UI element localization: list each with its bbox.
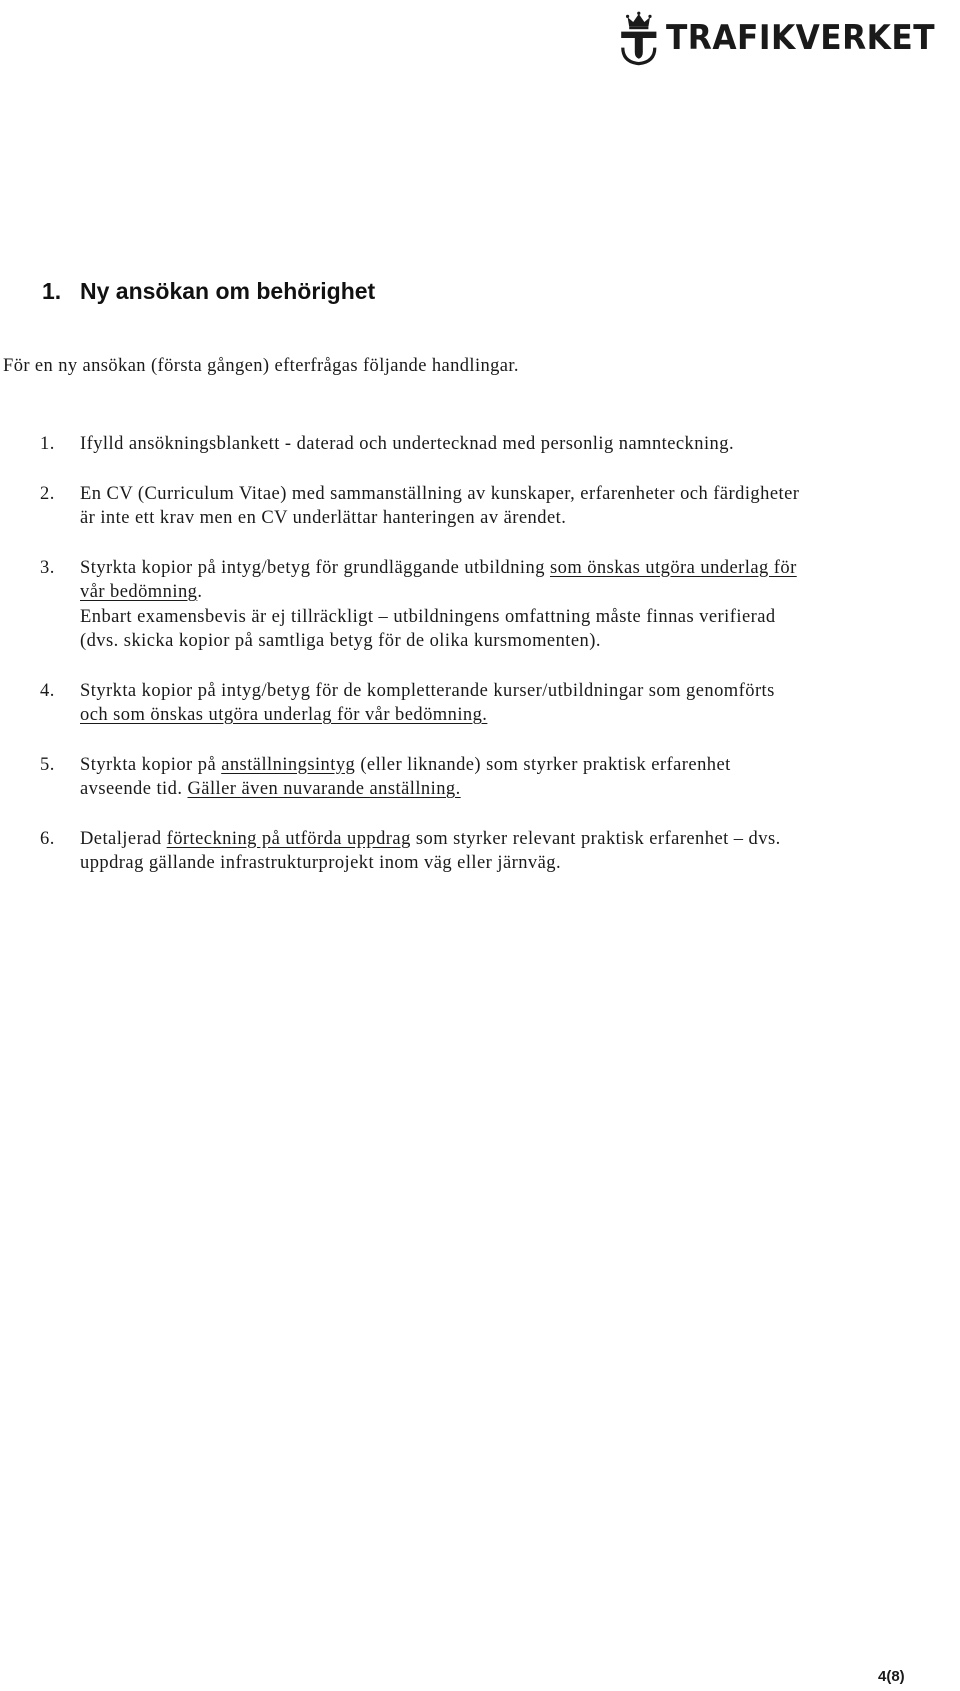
underlined-text: och som önskas utgöra underlag för vår bedömning.	[80, 705, 488, 725]
list-item	[0, 679, 960, 728]
trafikverket-logo	[618, 2, 958, 74]
list-item-text	[80, 556, 800, 654]
underlined-text: som önskas utgöra underlag för vår bedömning	[80, 557, 797, 602]
underlined-text: anställningsintyg	[221, 754, 356, 775]
intro-paragraph: För en ny ansökan (första gången) efterfrågas följande handlingar.	[3, 356, 519, 376]
trafikverket-crown-t-icon	[618, 4, 660, 72]
text-segment: Styrkta kopior på	[80, 754, 222, 775]
text-segment: som styrker relevant praktisk erfarenhet – dvs. uppdrag gällande infrastrukturprojekt inom väg eller järnväg.	[80, 828, 781, 873]
underlined-text: förteckning på utförda uppdrag	[166, 828, 411, 849]
page-number: 4(8)	[878, 1668, 905, 1685]
list-item-number: 5.	[40, 754, 55, 775]
text-segment: Enbart examensbevis är ej tillräckligt – utbildningens omfattning måste finnas verifierad (dvs. skicka kopior på samtliga betyg för de olika kursmomenten).	[80, 606, 776, 651]
list-item-text	[80, 753, 800, 802]
section-title: Ny ansökan om behörighet	[80, 278, 376, 304]
list-item	[0, 482, 960, 531]
underlined-text: Gäller även nuvarande anställning.	[187, 779, 461, 799]
list-item-number: 3.	[40, 557, 55, 578]
list-item-text: Ifylld ansökningsblankett - daterad och undertecknad med personlig namnteckning.	[80, 434, 735, 454]
list-item	[0, 556, 960, 654]
section-number: 1.	[42, 278, 62, 304]
list-item-text	[80, 679, 800, 728]
text-segment: .	[197, 582, 203, 602]
list-item	[0, 753, 960, 802]
list-item-text: En CV (Curriculum Vitae) med sammanställning av kunskaper, erfarenheter och färdigheter är inte ett krav men en CV underlättar hanteringen av ärendet.	[80, 483, 800, 528]
list-item	[0, 827, 960, 876]
logo-wordmark: TRAFIKVERKET	[665, 18, 935, 58]
list-item-number: 2.	[40, 483, 55, 504]
text-segment: Styrkta kopior på intyg/betyg för de kompletterande kurser/utbildningar som genomförts	[80, 680, 775, 701]
list-item-number: 4.	[40, 680, 55, 701]
list-item-number: 1.	[40, 434, 55, 454]
text-segment: Detaljerad	[80, 828, 167, 849]
section-heading	[42, 278, 375, 305]
text-segment: (eller liknande) som styrker praktisk erfarenhet avseende tid.	[80, 754, 731, 799]
list-item	[0, 432, 960, 457]
document-list	[0, 432, 960, 876]
list-item-text	[80, 827, 800, 876]
list-item-number: 6.	[40, 828, 55, 849]
text-segment: Styrkta kopior på intyg/betyg för grundläggande utbildning	[80, 557, 550, 578]
